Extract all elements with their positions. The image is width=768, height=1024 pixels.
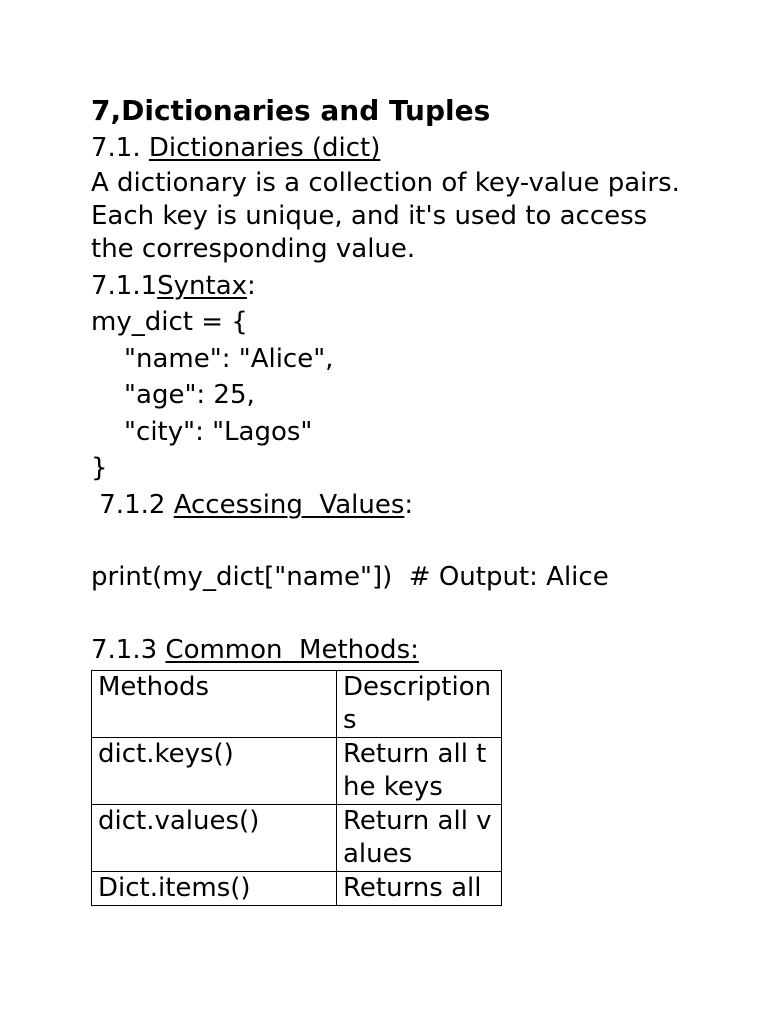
methods-table [91, 670, 502, 906]
code-line: my_dict = { [91, 307, 248, 337]
table-cell-description: Returns all [337, 872, 502, 906]
section-7-1-title: Dictionaries (dict) [148, 133, 381, 163]
code-line: } [91, 453, 108, 483]
intro-paragraph: A dictionary is a collection of key-value pairs. Each key is unique, and it's used to access the corresponding value. [91, 167, 680, 264]
common-methods-number: 7.1.3 [91, 634, 166, 665]
table-cell-method: dict.keys() [92, 738, 337, 805]
table-cell-description: Return all the keys [337, 738, 502, 805]
table-row [92, 805, 502, 872]
table-cell-method: Dict.items() [92, 872, 337, 906]
section-7-1-heading [91, 130, 691, 167]
accessing-number: 7.1.2 [91, 489, 174, 520]
section-7-1-number: 7.1. [91, 133, 149, 163]
syntax-title: Syntax [157, 270, 248, 301]
common-methods-heading [91, 632, 691, 669]
table-row [92, 872, 502, 906]
code-block [91, 304, 691, 487]
document-page [91, 92, 691, 906]
print-example: print(my_dict["name"]) # Output: Alice [91, 562, 609, 592]
common-methods-title: Common Methods: [165, 634, 419, 665]
accessing-title: Accessing Values [173, 489, 405, 520]
accessing-heading [91, 487, 691, 524]
table-cell-method: dict.values() [92, 805, 337, 872]
code-line: "age": 25, [91, 380, 255, 410]
table-header-row [92, 671, 502, 738]
table-header-cell: Methods [92, 671, 337, 738]
code-line: "name": "Alice", [91, 343, 334, 374]
syntax-colon: : [247, 270, 256, 301]
chapter-heading: 7,Dictionaries and Tuples [91, 94, 491, 127]
table-row [92, 738, 502, 805]
code-line: "city": "Lagos" [91, 416, 313, 447]
spacer [91, 596, 691, 632]
table-header-cell: Descriptions [337, 671, 502, 738]
accessing-colon: : [404, 489, 414, 520]
table-cell-description: Return all values [337, 805, 502, 872]
syntax-number: 7.1.1 [91, 270, 158, 301]
spacer [91, 523, 691, 559]
syntax-heading [91, 268, 691, 305]
